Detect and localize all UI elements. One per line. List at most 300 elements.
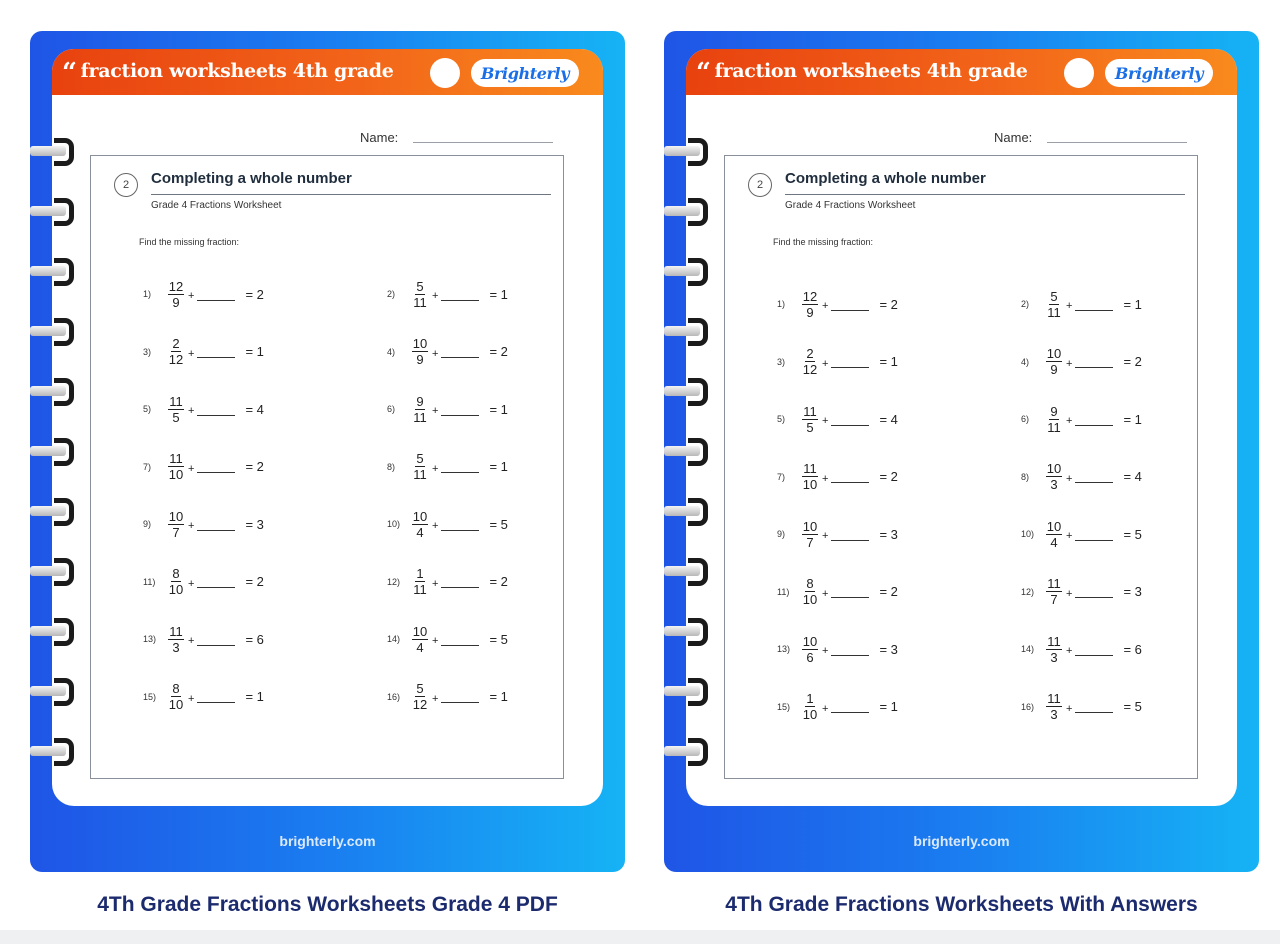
worksheet-paper	[686, 49, 1237, 806]
problem-item	[1021, 284, 1142, 324]
title-rule	[785, 194, 1185, 195]
problem-item	[777, 514, 898, 554]
plus-sign: +	[822, 472, 829, 485]
problem-number: 16)	[387, 691, 401, 702]
name-line	[413, 142, 553, 143]
binding-ring	[664, 138, 714, 166]
problem-item	[143, 447, 264, 487]
plus-sign: +	[1066, 530, 1073, 542]
fraction	[167, 681, 185, 712]
name-line	[1047, 142, 1187, 143]
equals-value: = 3	[1123, 584, 1142, 599]
binding-ring	[30, 738, 80, 766]
binding-ring	[664, 258, 714, 286]
problem-item	[1021, 457, 1142, 497]
denominator: 11	[413, 409, 427, 425]
binding-ring	[30, 138, 80, 166]
problem-item	[387, 447, 508, 487]
sheet-number-badge: 2	[748, 173, 772, 197]
logo-text: Brighterly	[1114, 63, 1204, 83]
caption-right[interactable]: 4Th Grade Fractions Worksheets With Answers	[725, 893, 1198, 916]
problem-item	[387, 332, 508, 372]
problem-number: 12)	[1021, 586, 1035, 597]
problem-item	[143, 504, 264, 544]
denominator: 11	[1047, 304, 1061, 320]
fraction	[1045, 519, 1063, 550]
fraction	[801, 461, 819, 492]
caption-left[interactable]: 4Th Grade Fractions Worksheets Grade 4 PDF	[97, 893, 558, 916]
answer-blank[interactable]	[441, 645, 479, 646]
problem-number: 5)	[143, 404, 152, 414]
answer-blank[interactable]	[441, 702, 479, 703]
equals-value: = 2	[1123, 354, 1142, 369]
answer-blank[interactable]	[1075, 540, 1113, 541]
answer-blank[interactable]	[197, 530, 235, 531]
title-rule	[151, 194, 551, 195]
equals-value: = 1	[489, 401, 508, 417]
binding-ring	[664, 498, 714, 526]
banner-circle	[430, 58, 460, 88]
numerator: 10	[1046, 518, 1062, 534]
plus-sign: +	[822, 587, 829, 600]
fraction	[167, 451, 185, 482]
banner-title-text: fraction worksheets 4th grade	[714, 60, 1028, 82]
plus-sign: +	[432, 347, 439, 360]
numerator: 10	[412, 508, 428, 524]
fraction	[1045, 576, 1063, 607]
plus-sign: +	[432, 290, 439, 302]
binding-ring	[664, 318, 714, 346]
plus-sign: +	[188, 290, 195, 302]
denominator: 11	[413, 467, 427, 482]
denominator: 11	[413, 294, 427, 310]
binding-ring	[664, 678, 714, 706]
sheet-title: Completing a whole number	[151, 170, 352, 187]
numerator: 9	[416, 393, 424, 409]
problem-item	[1021, 629, 1142, 669]
numerator: 9	[1050, 403, 1058, 419]
answer-blank[interactable]	[831, 540, 869, 541]
answer-blank[interactable]	[831, 597, 869, 598]
problem-number: 1)	[143, 289, 152, 299]
denominator: 3	[172, 639, 180, 655]
equals-value: = 3	[879, 641, 898, 657]
numerator: 10	[412, 336, 428, 351]
numerator: 10	[1046, 346, 1062, 361]
binding-ring	[30, 678, 80, 706]
plus-sign: +	[432, 635, 439, 647]
numerator: 10	[1046, 461, 1062, 476]
denominator: 4	[1050, 534, 1058, 550]
answer-blank[interactable]	[831, 367, 869, 368]
denominator: 12	[168, 352, 184, 367]
footer-url: brighterly.com	[913, 833, 1010, 849]
fraction	[801, 576, 819, 607]
denominator: 11	[1047, 419, 1061, 435]
problem-number: 6)	[1021, 414, 1030, 424]
answer-blank[interactable]	[441, 300, 479, 301]
answer-blank[interactable]	[1075, 367, 1113, 368]
denominator: 7	[172, 524, 180, 540]
numerator: 11	[169, 623, 183, 639]
numerator: 2	[172, 336, 180, 351]
fraction	[411, 336, 429, 367]
equals-value: = 2	[489, 344, 508, 359]
answer-blank[interactable]	[831, 655, 869, 656]
equals-value: = 1	[1123, 411, 1142, 427]
problem-item	[387, 619, 508, 659]
equals-value: = 3	[245, 516, 264, 532]
problem-item	[777, 572, 898, 612]
binding-ring	[664, 618, 714, 646]
denominator: 10	[168, 697, 184, 712]
plus-sign: +	[1066, 702, 1073, 715]
fraction	[801, 289, 819, 320]
denominator: 7	[1050, 592, 1058, 607]
equals-value: = 1	[1123, 296, 1142, 312]
problem-item	[777, 457, 898, 497]
binding-ring	[664, 738, 714, 766]
numerator: 10	[802, 518, 818, 534]
fraction	[167, 509, 185, 540]
fraction	[411, 451, 429, 482]
answer-blank[interactable]	[197, 357, 235, 358]
name-label: Name:	[360, 130, 399, 145]
problem-item	[387, 562, 508, 602]
problem-number: 11)	[777, 586, 790, 597]
answer-blank[interactable]	[1075, 482, 1113, 483]
fraction	[1045, 346, 1063, 377]
plus-sign: +	[188, 462, 195, 475]
binding-ring	[30, 198, 80, 226]
equals-value: = 2	[245, 574, 264, 589]
equals-value: = 1	[245, 689, 264, 704]
numerator: 11	[803, 461, 817, 476]
problem-item	[1021, 687, 1142, 727]
fraction	[801, 634, 819, 665]
problem-item	[143, 619, 264, 659]
worksheet-banner	[52, 49, 603, 95]
problem-number: 15)	[777, 701, 791, 712]
equals-value: = 2	[879, 296, 898, 312]
numerator: 10	[168, 508, 184, 524]
problem-number: 7)	[777, 471, 786, 482]
sheet-subtitle: Grade 4 Fractions Worksheet	[151, 200, 282, 211]
problem-item	[777, 399, 898, 439]
denominator: 11	[413, 582, 427, 597]
problem-item	[387, 274, 508, 314]
name-label: Name:	[994, 130, 1033, 145]
numerator: 11	[1047, 576, 1061, 591]
problem-number: 7)	[143, 461, 152, 472]
numerator: 5	[1050, 288, 1058, 304]
answer-blank[interactable]	[441, 530, 479, 531]
numerator: 12	[168, 278, 184, 294]
answer-blank[interactable]	[197, 300, 235, 301]
answer-blank[interactable]	[441, 472, 479, 473]
worksheet-paper	[52, 49, 603, 806]
page-bottom-strip	[0, 930, 1280, 944]
problem-item	[1021, 514, 1142, 554]
answer-blank[interactable]	[1075, 712, 1113, 713]
binding-ring	[30, 558, 80, 586]
binding-ring	[664, 558, 714, 586]
brighterly-logo	[471, 59, 579, 87]
problem-number: 15)	[143, 691, 157, 702]
problem-number: 16)	[1021, 701, 1035, 712]
problem-item	[387, 677, 508, 717]
plus-sign: +	[432, 692, 439, 705]
fraction	[167, 279, 185, 310]
answer-blank[interactable]	[1075, 597, 1113, 598]
equals-value: = 1	[879, 699, 898, 714]
numerator: 1	[806, 691, 814, 706]
fraction	[1045, 461, 1063, 492]
fraction	[411, 624, 429, 655]
banner-circle	[1064, 58, 1094, 88]
card-frame	[30, 31, 625, 872]
worksheet-card-left[interactable]	[30, 31, 625, 872]
problem-number: 2)	[1021, 299, 1030, 309]
worksheet-sheet	[90, 155, 564, 779]
fraction	[801, 519, 819, 550]
plus-sign: +	[432, 577, 439, 590]
numerator: 11	[803, 403, 817, 419]
equals-value: = 1	[245, 344, 264, 359]
answer-blank[interactable]	[197, 587, 235, 588]
plus-sign: +	[188, 405, 195, 417]
problem-number: 13)	[143, 634, 157, 644]
answer-blank[interactable]	[1075, 655, 1113, 656]
fraction	[411, 394, 429, 425]
problem-number: 9)	[143, 519, 152, 529]
plus-sign: +	[822, 357, 829, 370]
equals-value: = 6	[1123, 641, 1142, 657]
equals-value: = 2	[879, 584, 898, 599]
worksheet-sheet	[724, 155, 1198, 779]
binding-ring	[30, 438, 80, 466]
banner-title-text: fraction worksheets 4th grade	[80, 60, 394, 82]
denominator: 10	[168, 467, 184, 482]
problem-item	[387, 389, 508, 429]
fraction	[1045, 289, 1063, 320]
banner-title	[696, 58, 1028, 88]
numerator: 10	[802, 633, 818, 649]
plus-sign: +	[822, 300, 829, 312]
equals-value: = 1	[489, 286, 508, 302]
numerator: 8	[172, 681, 180, 696]
problem-number: 13)	[777, 644, 791, 654]
plus-sign: +	[1066, 587, 1073, 600]
plus-sign: +	[188, 347, 195, 360]
numerator: 12	[802, 288, 818, 304]
problem-number: 12)	[387, 576, 401, 587]
worksheet-card-right[interactable]	[664, 31, 1259, 872]
denominator: 3	[1050, 477, 1058, 492]
problem-item	[143, 677, 264, 717]
binding-ring	[664, 378, 714, 406]
answer-blank[interactable]	[831, 310, 869, 311]
problem-number: 4)	[387, 346, 396, 357]
answer-blank[interactable]	[441, 357, 479, 358]
numerator: 5	[416, 278, 424, 294]
problem-number: 3)	[143, 346, 152, 357]
binding-ring	[30, 258, 80, 286]
problem-number: 14)	[387, 634, 401, 644]
worksheet-banner	[686, 49, 1237, 95]
numerator: 8	[806, 576, 814, 591]
plus-sign: +	[432, 520, 439, 532]
plus-sign: +	[1066, 472, 1073, 485]
logo-text: Brighterly	[480, 63, 570, 83]
binding-ring	[30, 498, 80, 526]
binding-ring	[30, 378, 80, 406]
problem-number: 5)	[777, 414, 786, 424]
fraction	[411, 509, 429, 540]
answer-blank[interactable]	[831, 712, 869, 713]
instruction: Find the missing fraction:	[773, 237, 874, 247]
fraction	[801, 346, 819, 377]
problem-number: 10)	[387, 519, 401, 529]
denominator: 7	[806, 534, 814, 550]
binding-ring	[30, 618, 80, 646]
numerator: 10	[412, 623, 428, 639]
problem-item	[143, 562, 264, 602]
denominator: 6	[806, 649, 814, 665]
equals-value: = 5	[1123, 699, 1142, 714]
denominator: 5	[172, 409, 180, 425]
plus-sign: +	[188, 577, 195, 590]
fraction	[411, 681, 429, 712]
fraction	[411, 566, 429, 597]
fraction	[801, 404, 819, 435]
fraction	[801, 691, 819, 722]
plus-sign: +	[188, 692, 195, 705]
equals-value: = 5	[1123, 526, 1142, 542]
equals-value: = 1	[879, 354, 898, 369]
denominator: 12	[802, 362, 818, 377]
problem-item	[387, 504, 508, 544]
binding-ring	[664, 198, 714, 226]
problem-number: 3)	[777, 356, 786, 367]
equals-value: = 5	[489, 631, 508, 647]
equals-value: = 4	[879, 411, 898, 427]
denominator: 10	[802, 707, 818, 722]
sheet-subtitle: Grade 4 Fractions Worksheet	[785, 200, 916, 211]
brighterly-logo	[1105, 59, 1213, 87]
quote-icon: “	[62, 58, 77, 88]
answer-blank[interactable]	[831, 482, 869, 483]
denominator: 10	[168, 582, 184, 597]
equals-value: = 2	[245, 286, 264, 302]
answer-blank[interactable]	[197, 645, 235, 646]
problem-item	[777, 629, 898, 669]
problem-number: 1)	[777, 299, 786, 309]
fraction	[1045, 404, 1063, 435]
equals-value: = 4	[1123, 469, 1142, 484]
problem-number: 8)	[387, 461, 396, 472]
quote-icon: “	[696, 58, 711, 88]
sheet-number-badge: 2	[114, 173, 138, 197]
plus-sign: +	[432, 462, 439, 475]
denominator: 9	[416, 352, 424, 367]
denominator: 5	[806, 419, 814, 435]
problem-number: 14)	[1021, 644, 1035, 654]
equals-value: = 4	[245, 401, 264, 417]
answer-blank[interactable]	[197, 702, 235, 703]
problem-number: 11)	[143, 576, 156, 587]
problem-number: 10)	[1021, 529, 1035, 539]
problem-item	[143, 332, 264, 372]
equals-value: = 5	[489, 516, 508, 532]
answer-blank[interactable]	[831, 425, 869, 426]
problem-item	[143, 389, 264, 429]
binding-ring	[664, 438, 714, 466]
problem-item	[777, 687, 898, 727]
problem-number: 2)	[387, 289, 396, 299]
banner-title	[62, 58, 394, 88]
numerator: 8	[172, 566, 180, 581]
answer-blank[interactable]	[197, 415, 235, 416]
fraction	[167, 566, 185, 597]
problem-number: 9)	[777, 529, 786, 539]
card-frame	[664, 31, 1259, 872]
numerator: 5	[416, 451, 424, 466]
problem-item	[1021, 572, 1142, 612]
equals-value: = 1	[489, 459, 508, 474]
numerator: 11	[1047, 691, 1061, 706]
denominator: 10	[802, 592, 818, 607]
fraction	[167, 624, 185, 655]
answer-blank[interactable]	[197, 472, 235, 473]
plus-sign: +	[188, 635, 195, 647]
equals-value: = 2	[879, 469, 898, 484]
plus-sign: +	[188, 520, 195, 532]
answer-blank[interactable]	[441, 587, 479, 588]
denominator: 4	[416, 639, 424, 655]
answer-blank[interactable]	[441, 415, 479, 416]
problem-item	[777, 342, 898, 382]
instruction: Find the missing fraction:	[139, 237, 240, 247]
fraction	[167, 394, 185, 425]
answer-blank[interactable]	[1075, 425, 1113, 426]
problem-item	[1021, 342, 1142, 382]
denominator: 9	[172, 294, 180, 310]
equals-value: = 3	[879, 526, 898, 542]
denominator: 10	[802, 477, 818, 492]
denominator: 3	[1050, 649, 1058, 665]
denominator: 9	[1050, 362, 1058, 377]
fraction	[1045, 634, 1063, 665]
denominator: 4	[416, 524, 424, 540]
answer-blank[interactable]	[1075, 310, 1113, 311]
numerator: 11	[169, 393, 183, 409]
plus-sign: +	[822, 645, 829, 657]
fraction	[411, 279, 429, 310]
denominator: 9	[806, 304, 814, 320]
equals-value: = 2	[245, 459, 264, 474]
numerator: 11	[169, 451, 183, 466]
problem-number: 8)	[1021, 471, 1030, 482]
fraction	[167, 336, 185, 367]
equals-value: = 2	[489, 574, 508, 589]
equals-value: = 6	[245, 631, 264, 647]
problem-item	[1021, 399, 1142, 439]
plus-sign: +	[822, 530, 829, 542]
plus-sign: +	[1066, 415, 1073, 427]
problem-number: 4)	[1021, 356, 1030, 367]
footer-url: brighterly.com	[279, 833, 376, 849]
